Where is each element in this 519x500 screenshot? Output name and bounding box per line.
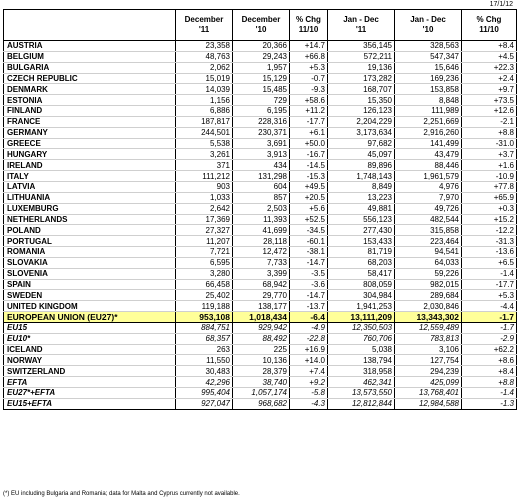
cell-dec11: 371 <box>176 160 233 171</box>
cell-chg: -14.7 <box>290 290 328 301</box>
cell-ytd10: 223,464 <box>395 236 462 247</box>
cell-chg: +49.5 <box>290 181 328 192</box>
cell-chg: +20.5 <box>290 192 328 203</box>
table-row <box>4 268 517 279</box>
cell-country: UNITED KINGDOM <box>4 301 176 312</box>
cell-ytd11: 126,123 <box>328 106 395 117</box>
cell-dec10: 3,913 <box>233 149 290 160</box>
table-row <box>4 203 517 214</box>
cell-dec10: 3,399 <box>233 268 290 279</box>
cell-dec10: 28,379 <box>233 366 290 377</box>
table-row <box>4 84 517 95</box>
cell-ytdchg: +8.4 <box>462 41 517 52</box>
cell-ytd10: 315,858 <box>395 225 462 236</box>
cell-chg: -4.3 <box>290 398 328 409</box>
table-row <box>4 290 517 301</box>
cell-dec10: 230,371 <box>233 127 290 138</box>
cell-country: ROMANIA <box>4 247 176 258</box>
cell-dec10: 729 <box>233 95 290 106</box>
cell-dec10: 857 <box>233 192 290 203</box>
cell-dec11: 187,817 <box>176 116 233 127</box>
cell-country: GREECE <box>4 138 176 149</box>
cell-ytd11: 97,682 <box>328 138 395 149</box>
cell-dec11: 2,642 <box>176 203 233 214</box>
cell-ytd11: 1,748,143 <box>328 171 395 182</box>
cell-country: EU27*+EFTA <box>4 388 176 399</box>
cell-chg: -14.7 <box>290 257 328 268</box>
cell-country: EU15 <box>4 322 176 333</box>
cell-chg: -6.4 <box>290 312 328 323</box>
cell-chg: -17.7 <box>290 116 328 127</box>
cell-ytd11: 45,097 <box>328 149 395 160</box>
cell-chg: -9.3 <box>290 84 328 95</box>
table-row <box>4 41 517 52</box>
cell-dec11: 111,212 <box>176 171 233 182</box>
cell-dec11: 927,047 <box>176 398 233 409</box>
cell-dec11: 66,458 <box>176 279 233 290</box>
cell-chg: +14.0 <box>290 355 328 366</box>
cell-ytd10: 4,976 <box>395 181 462 192</box>
cell-ytd11: 12,350,503 <box>328 322 395 333</box>
cell-ytd10: 13,768,401 <box>395 388 462 399</box>
table-row <box>4 225 517 236</box>
cell-chg: -34.5 <box>290 225 328 236</box>
cell-country: AUSTRIA <box>4 41 176 52</box>
cell-chg: -3.5 <box>290 268 328 279</box>
table-row <box>4 149 517 160</box>
table-row <box>4 322 517 333</box>
cell-ytd10: 111,989 <box>395 106 462 117</box>
cell-ytdchg: +22.3 <box>462 62 517 73</box>
cell-dec11: 903 <box>176 181 233 192</box>
cell-ytd11: 12,812,844 <box>328 398 395 409</box>
cell-country: EU15+EFTA <box>4 398 176 409</box>
cell-country: FINLAND <box>4 106 176 117</box>
footnote: (*) EU including Bulgaria and Romania; data for Malta and Cyprus currently not available. <box>3 491 240 497</box>
cell-dec11: 25,402 <box>176 290 233 301</box>
cell-dec11: 953,108 <box>176 312 233 323</box>
cell-ytd11: 760,706 <box>328 333 395 344</box>
cell-ytd10: 43,479 <box>395 149 462 160</box>
cell-chg: +5.3 <box>290 62 328 73</box>
cell-ytd11: 462,341 <box>328 377 395 388</box>
table-row <box>4 257 517 268</box>
cell-ytdchg: -1.4 <box>462 388 517 399</box>
cell-chg: -13.7 <box>290 301 328 312</box>
table-row <box>4 355 517 366</box>
cell-chg: -3.6 <box>290 279 328 290</box>
cell-ytd10: 15,646 <box>395 62 462 73</box>
cell-ytd10: 3,106 <box>395 344 462 355</box>
cell-dec11: 6,886 <box>176 106 233 117</box>
cell-ytdchg: +5.3 <box>462 290 517 301</box>
table-row <box>4 366 517 377</box>
cell-dec11: 11,207 <box>176 236 233 247</box>
cell-dec10: 38,740 <box>233 377 290 388</box>
cell-ytdchg: +6.5 <box>462 257 517 268</box>
table-row <box>4 388 517 399</box>
cell-chg: -5.8 <box>290 388 328 399</box>
cell-ytd11: 168,707 <box>328 84 395 95</box>
cell-dec11: 263 <box>176 344 233 355</box>
cell-ytd11: 173,282 <box>328 73 395 84</box>
cell-ytd10: 547,347 <box>395 51 462 62</box>
cell-ytd11: 3,173,634 <box>328 127 395 138</box>
cell-ytdchg: +0.3 <box>462 203 517 214</box>
cell-ytd11: 13,111,209 <box>328 312 395 323</box>
cell-country: IRELAND <box>4 160 176 171</box>
header-country <box>4 10 176 41</box>
cell-ytd10: 425,099 <box>395 377 462 388</box>
cell-dec10: 131,298 <box>233 171 290 182</box>
cell-dec10: 138,177 <box>233 301 290 312</box>
table-row <box>4 312 517 323</box>
cell-dec10: 1,957 <box>233 62 290 73</box>
cell-ytd11: 81,719 <box>328 247 395 258</box>
cell-ytd10: 294,239 <box>395 366 462 377</box>
cell-dec11: 17,369 <box>176 214 233 225</box>
cell-country: SPAIN <box>4 279 176 290</box>
table-row <box>4 398 517 409</box>
cell-country: LITHUANIA <box>4 192 176 203</box>
cell-ytdchg: -2.1 <box>462 116 517 127</box>
cell-dec11: 11,550 <box>176 355 233 366</box>
cell-dec10: 15,485 <box>233 84 290 95</box>
table-row <box>4 51 517 62</box>
cell-dec10: 968,682 <box>233 398 290 409</box>
cell-ytdchg: -1.4 <box>462 268 517 279</box>
cell-ytd11: 1,941,253 <box>328 301 395 312</box>
cell-dec11: 14,039 <box>176 84 233 95</box>
cell-ytd10: 8,848 <box>395 95 462 106</box>
cell-dec10: 12,472 <box>233 247 290 258</box>
table-row <box>4 116 517 127</box>
cell-country: GERMANY <box>4 127 176 138</box>
table-row <box>4 138 517 149</box>
cell-dec11: 23,358 <box>176 41 233 52</box>
cell-ytd11: 49,881 <box>328 203 395 214</box>
cell-ytd10: 153,858 <box>395 84 462 95</box>
cell-dec10: 29,243 <box>233 51 290 62</box>
cell-dec11: 15,019 <box>176 73 233 84</box>
cell-chg: +58.6 <box>290 95 328 106</box>
cell-ytd10: 482,544 <box>395 214 462 225</box>
cell-country: PORTUGAL <box>4 236 176 247</box>
cell-ytdchg: -13.6 <box>462 247 517 258</box>
cell-dec11: 68,357 <box>176 333 233 344</box>
header-jan-dec-10: Jan - Dec '10 <box>395 10 462 41</box>
cell-dec10: 7,733 <box>233 257 290 268</box>
cell-chg: +7.4 <box>290 366 328 377</box>
cell-ytd11: 318,958 <box>328 366 395 377</box>
cell-country: ITALY <box>4 171 176 182</box>
cell-ytd10: 12,984,588 <box>395 398 462 409</box>
table-row <box>4 333 517 344</box>
cell-dec11: 42,296 <box>176 377 233 388</box>
cell-chg: +6.1 <box>290 127 328 138</box>
cell-ytd10: 13,343,302 <box>395 312 462 323</box>
cell-dec10: 434 <box>233 160 290 171</box>
cell-dec11: 995,404 <box>176 388 233 399</box>
cell-country: SLOVENIA <box>4 268 176 279</box>
cell-dec10: 88,492 <box>233 333 290 344</box>
cell-chg: -60.1 <box>290 236 328 247</box>
cell-ytd10: 2,251,669 <box>395 116 462 127</box>
cell-ytdchg: -1.3 <box>462 398 517 409</box>
header-pct-change-ytd: % Chg 11/10 <box>462 10 517 41</box>
cell-dec11: 3,261 <box>176 149 233 160</box>
cell-country: BELGIUM <box>4 51 176 62</box>
cell-dec11: 27,327 <box>176 225 233 236</box>
table-row <box>4 62 517 73</box>
cell-country: EU10* <box>4 333 176 344</box>
table-row <box>4 236 517 247</box>
cell-dec11: 7,721 <box>176 247 233 258</box>
header-jan-dec-11: Jan - Dec '11 <box>328 10 395 41</box>
cell-ytd11: 13,573,550 <box>328 388 395 399</box>
cell-ytd11: 8,849 <box>328 181 395 192</box>
cell-ytd11: 572,211 <box>328 51 395 62</box>
cell-ytdchg: -12.2 <box>462 225 517 236</box>
cell-dec10: 41,699 <box>233 225 290 236</box>
cell-dec11: 30,483 <box>176 366 233 377</box>
cell-chg: +50.0 <box>290 138 328 149</box>
cell-ytdchg: -2.9 <box>462 333 517 344</box>
cell-ytdchg: +77.8 <box>462 181 517 192</box>
cell-ytd10: 982,015 <box>395 279 462 290</box>
cell-ytd10: 127,754 <box>395 355 462 366</box>
cell-chg: +16.9 <box>290 344 328 355</box>
cell-dec10: 6,195 <box>233 106 290 117</box>
cell-ytd11: 808,059 <box>328 279 395 290</box>
cell-ytdchg: +8.6 <box>462 355 517 366</box>
cell-ytd11: 15,350 <box>328 95 395 106</box>
cell-dec11: 119,188 <box>176 301 233 312</box>
cell-chg: -4.9 <box>290 322 328 333</box>
cell-ytd10: 12,559,489 <box>395 322 462 333</box>
cell-dec11: 6,595 <box>176 257 233 268</box>
table-row <box>4 95 517 106</box>
table-row <box>4 192 517 203</box>
cell-country: POLAND <box>4 225 176 236</box>
cell-ytd11: 277,430 <box>328 225 395 236</box>
cell-chg: -38.1 <box>290 247 328 258</box>
cell-country: EUROPEAN UNION (EU27)* <box>4 312 176 323</box>
cell-ytd10: 2,030,846 <box>395 301 462 312</box>
cell-ytd11: 153,433 <box>328 236 395 247</box>
cell-ytdchg: -1.7 <box>462 312 517 323</box>
cell-dec10: 604 <box>233 181 290 192</box>
cell-ytd10: 783,813 <box>395 333 462 344</box>
cell-ytdchg: -31.0 <box>462 138 517 149</box>
header-december-11: December '11 <box>176 10 233 41</box>
cell-dec10: 1,057,174 <box>233 388 290 399</box>
cell-country: ESTONIA <box>4 95 176 106</box>
cell-ytd10: 328,563 <box>395 41 462 52</box>
cell-ytd10: 94,541 <box>395 247 462 258</box>
cell-country: LUXEMBURG <box>4 203 176 214</box>
table-row <box>4 279 517 290</box>
cell-country: NORWAY <box>4 355 176 366</box>
cell-ytd11: 2,204,229 <box>328 116 395 127</box>
cell-country: LATVIA <box>4 181 176 192</box>
cell-ytdchg: -1.7 <box>462 322 517 333</box>
cell-dec11: 48,763 <box>176 51 233 62</box>
cell-dec10: 28,118 <box>233 236 290 247</box>
cell-ytd11: 556,123 <box>328 214 395 225</box>
cell-country: EFTA <box>4 377 176 388</box>
cell-ytdchg: +4.5 <box>462 51 517 62</box>
cell-ytdchg: +15.2 <box>462 214 517 225</box>
cell-ytd11: 356,145 <box>328 41 395 52</box>
cell-country: HUNGARY <box>4 149 176 160</box>
cell-chg: +11.2 <box>290 106 328 117</box>
cell-chg: +14.7 <box>290 41 328 52</box>
cell-ytd10: 7,970 <box>395 192 462 203</box>
cell-ytd11: 13,223 <box>328 192 395 203</box>
cell-dec10: 228,316 <box>233 116 290 127</box>
cell-ytd10: 141,499 <box>395 138 462 149</box>
cell-dec10: 10,136 <box>233 355 290 366</box>
cell-ytd10: 88,446 <box>395 160 462 171</box>
cell-ytdchg: +65.9 <box>462 192 517 203</box>
cell-dec11: 1,033 <box>176 192 233 203</box>
cell-ytd10: 59,226 <box>395 268 462 279</box>
cell-dec11: 1,156 <box>176 95 233 106</box>
cell-chg: -14.5 <box>290 160 328 171</box>
cell-dec10: 11,393 <box>233 214 290 225</box>
table-row <box>4 301 517 312</box>
cell-dec11: 884,751 <box>176 322 233 333</box>
cell-dec10: 3,691 <box>233 138 290 149</box>
cell-country: ICELAND <box>4 344 176 355</box>
cell-dec11: 5,538 <box>176 138 233 149</box>
cell-country: BULGARIA <box>4 62 176 73</box>
cell-dec10: 15,129 <box>233 73 290 84</box>
cell-ytd11: 138,794 <box>328 355 395 366</box>
cell-ytd11: 304,984 <box>328 290 395 301</box>
cell-ytdchg: -17.7 <box>462 279 517 290</box>
cell-chg: -22.8 <box>290 333 328 344</box>
cell-ytd10: 169,236 <box>395 73 462 84</box>
header-december-10: December '10 <box>233 10 290 41</box>
cell-ytdchg: +3.7 <box>462 149 517 160</box>
cell-ytd10: 2,916,260 <box>395 127 462 138</box>
cell-dec11: 3,280 <box>176 268 233 279</box>
table-row <box>4 171 517 182</box>
cell-ytd11: 58,417 <box>328 268 395 279</box>
cell-ytdchg: +9.7 <box>462 84 517 95</box>
table-row <box>4 344 517 355</box>
cell-ytd10: 49,726 <box>395 203 462 214</box>
cell-ytdchg: +62.2 <box>462 344 517 355</box>
cell-chg: -15.3 <box>290 171 328 182</box>
cell-ytdchg: +2.4 <box>462 73 517 84</box>
cell-ytdchg: -10.9 <box>462 171 517 182</box>
cell-chg: -0.7 <box>290 73 328 84</box>
cell-dec10: 225 <box>233 344 290 355</box>
cell-country: DENMARK <box>4 84 176 95</box>
cell-ytdchg: -31.3 <box>462 236 517 247</box>
cell-dec10: 68,942 <box>233 279 290 290</box>
table-row <box>4 377 517 388</box>
cell-country: SWEDEN <box>4 290 176 301</box>
cell-country: NETHERLANDS <box>4 214 176 225</box>
header-pct-change-month: % Chg 11/10 <box>290 10 328 41</box>
cell-ytdchg: -4.4 <box>462 301 517 312</box>
report-date: 17/1/12 <box>489 1 513 8</box>
cell-dec10: 929,942 <box>233 322 290 333</box>
cell-country: SWITZERLAND <box>4 366 176 377</box>
cell-ytd10: 289,684 <box>395 290 462 301</box>
cell-ytd11: 5,038 <box>328 344 395 355</box>
cell-dec10: 29,770 <box>233 290 290 301</box>
table-row <box>4 73 517 84</box>
cell-ytd10: 64,033 <box>395 257 462 268</box>
cell-ytdchg: +8.8 <box>462 377 517 388</box>
cell-chg: +52.5 <box>290 214 328 225</box>
cell-ytdchg: +73.5 <box>462 95 517 106</box>
cell-dec10: 2,503 <box>233 203 290 214</box>
cell-ytdchg: +8.8 <box>462 127 517 138</box>
table-row <box>4 106 517 117</box>
cell-ytdchg: +8.4 <box>462 366 517 377</box>
cell-dec10: 20,366 <box>233 41 290 52</box>
cell-ytd11: 89,896 <box>328 160 395 171</box>
registrations-table <box>3 9 517 410</box>
table-row <box>4 160 517 171</box>
cell-country: SLOVAKIA <box>4 257 176 268</box>
cell-ytdchg: +12.6 <box>462 106 517 117</box>
cell-ytdchg: +1.6 <box>462 160 517 171</box>
cell-chg: -16.7 <box>290 149 328 160</box>
table-row <box>4 181 517 192</box>
header-row <box>4 10 517 41</box>
cell-ytd11: 68,203 <box>328 257 395 268</box>
cell-ytd10: 1,961,579 <box>395 171 462 182</box>
cell-dec10: 1,018,434 <box>233 312 290 323</box>
cell-chg: +9.2 <box>290 377 328 388</box>
table-row <box>4 127 517 138</box>
table-row <box>4 247 517 258</box>
table-row <box>4 214 517 225</box>
cell-chg: +66.8 <box>290 51 328 62</box>
cell-chg: +5.6 <box>290 203 328 214</box>
cell-dec11: 244,501 <box>176 127 233 138</box>
cell-country: FRANCE <box>4 116 176 127</box>
cell-country: CZECH REPUBLIC <box>4 73 176 84</box>
cell-dec11: 2,062 <box>176 62 233 73</box>
cell-ytd11: 19,136 <box>328 62 395 73</box>
